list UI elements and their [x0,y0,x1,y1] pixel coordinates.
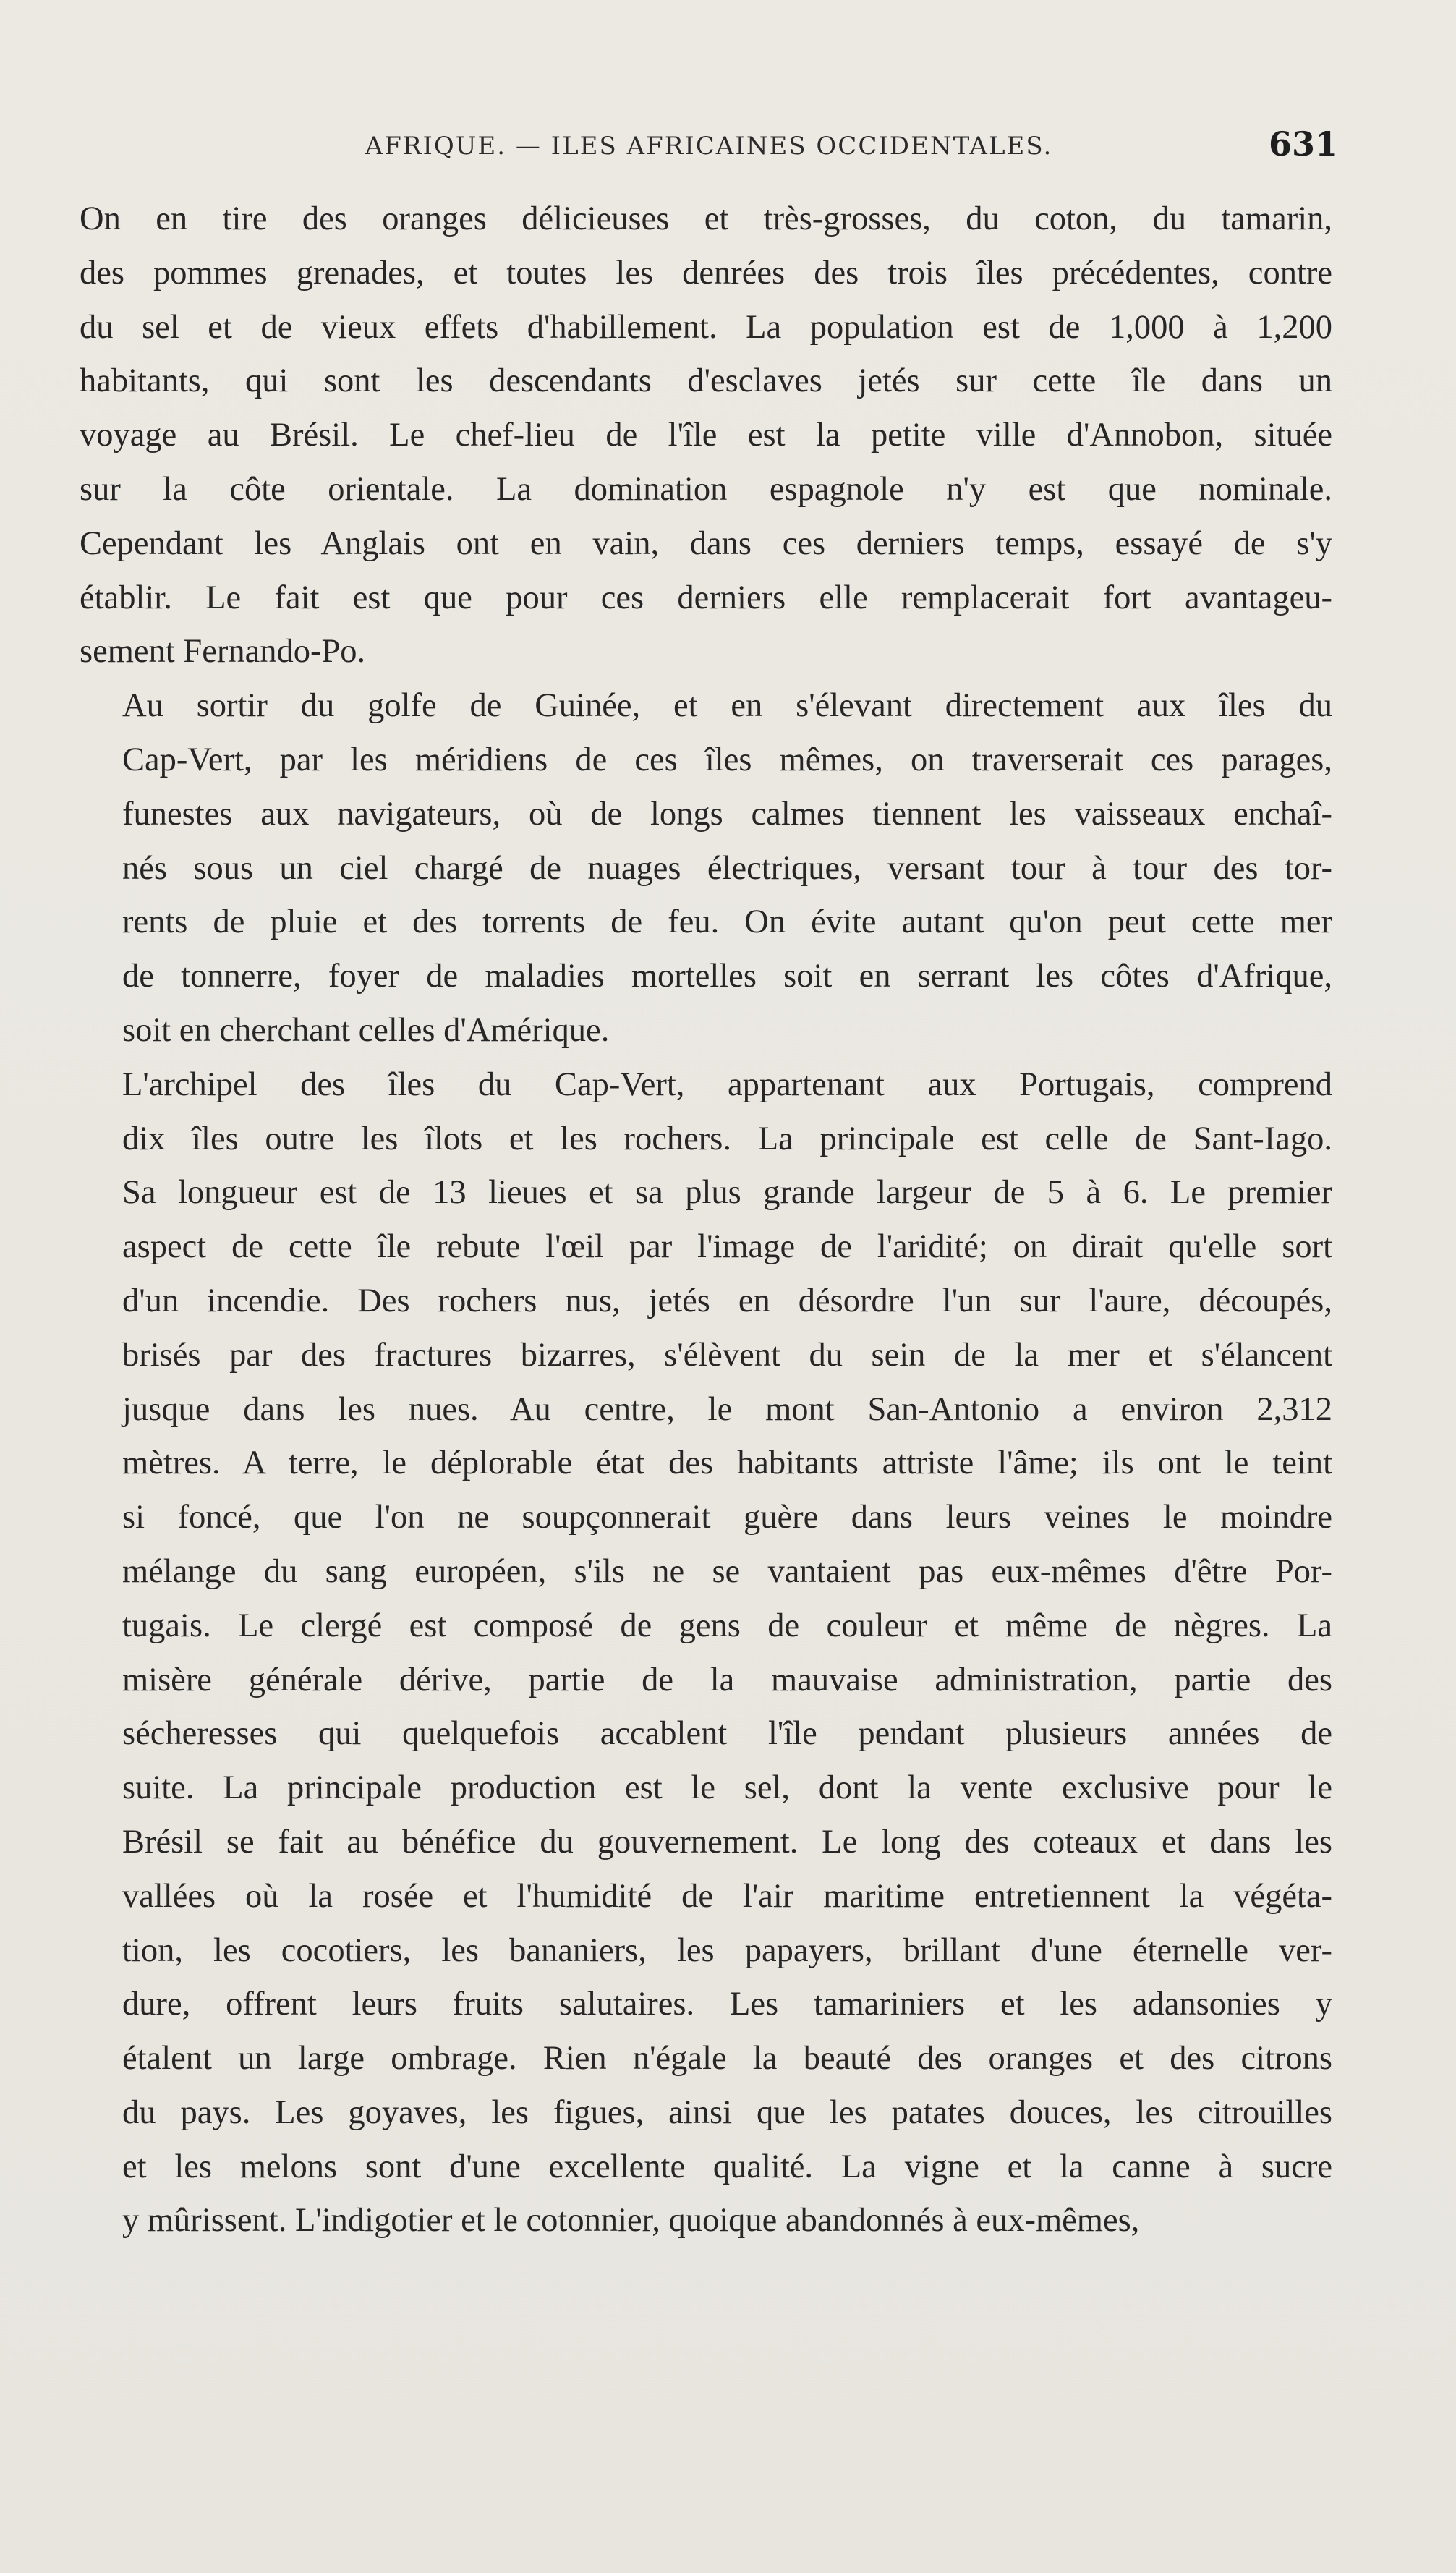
text-line: tugais. Le clergé est composé de gens de couleur et même de nègres. La [122,1607,1332,1644]
body-text [80,192,1332,2248]
text-line: voyage au Brésil. Le chef-lieu de l'île est la petite ville d'Annobon, située [80,417,1332,454]
text-line: si foncé, que l'on ne soupçonnerait guère dans leurs veines le moindre [122,1499,1332,1536]
text-line: Au sortir du golfe de Guinée, et en s'élevant directement aux îles du [122,687,1332,725]
text-line: aspect de cette île rebute l'œil par l'image de l'aridité; on dirait qu'elle sort [122,1228,1332,1266]
page-header [80,124,1338,175]
text-line: Cap-Vert, par les méridiens de ces îles mêmes, on traverserait ces parages, [122,741,1332,778]
text-line: sécheresses qui quelquefois accablent l'île pendant plusieurs années de [122,1715,1332,1753]
text-line: Cependant les Anglais ont en vain, dans ces derniers temps, essayé de s'y [80,524,1332,562]
text-line: funestes aux navigateurs, où de longs calmes tiennent les vaisseaux enchaî- [122,795,1332,833]
page-number: 631 [1268,124,1338,163]
text-line: et les melons sont d'une excellente qualité. La vigne et la canne à sucre [122,2148,1332,2185]
text-line: dure, offrent leurs fruits salutaires. Les tamariniers et les adansonies y [122,1986,1332,2023]
text-line: habitants, qui sont les descendants d'esclaves jetés sur cette île dans un [80,362,1332,400]
text-line: du sel et de vieux effets d'habillement. La population est de 1,000 à 1,200 [80,308,1332,346]
running-head: AFRIQUE. — ILES AFRICAINES OCCIDENTALES. [365,132,1053,161]
text-line: L'archipel des îles du Cap-Vert, appartenant aux Portugais, comprend [122,1066,1332,1103]
text-line: d'un incendie. Des rochers nus, jetés en désordre l'un sur l'aure, découpés, [122,1282,1332,1319]
paragraph [80,1058,1332,2249]
text-line: y mûrissent. L'indigotier et le cotonnier, quoique abandonnés à eux-mêmes, [122,2202,1140,2240]
text-line: Sa longueur est de 13 lieues et sa plus grande largeur de 5 à 6. Le premier [122,1174,1332,1212]
text-line: mélange du sang européen, s'ils ne se vantaient pas eux-mêmes d'être Por- [122,1552,1332,1590]
text-line: nés sous un ciel chargé de nuages électriques, versant tour à tour des tor- [122,849,1332,887]
text-line: Brésil se fait au bénéfice du gouvernement. Le long des coteaux et dans les [122,1823,1332,1860]
text-line: tion, les cocotiers, les bananiers, les papayers, brillant d'une éternelle ver- [122,1931,1332,1969]
text-line: sur la côte orientale. La domination espagnole n'y est que nominale. [80,470,1332,508]
paragraph [80,679,1332,1058]
text-line: établir. Le fait est que pour ces derniers elle remplacerait fort avantageu- [80,579,1332,616]
text-line: dix îles outre les îlots et les rochers. La principale est celle de Sant-Iago. [122,1120,1332,1157]
text-line: rents de pluie et des torrents de feu. On évite autant qu'on peut cette mer [122,903,1332,941]
paragraph [80,192,1332,679]
text-line: étalent un large ombrage. Rien n'égale la beauté des oranges et des citrons [122,2040,1332,2077]
text-line: des pommes grenades, et toutes les denrées des trois îles précédentes, contre [80,254,1332,292]
text-line: misère générale dérive, partie de la mauvaise administration, partie des [122,1661,1332,1698]
text-line: soit en cherchant celles d'Amérique. [122,1011,610,1049]
text-line: jusque dans les nues. Au centre, le mont San-Antonio a environ 2,312 [122,1390,1332,1428]
text-line: vallées où la rosée et l'humidité de l'air maritime entretiennent la végéta- [122,1877,1332,1915]
text-line: suite. La principale production est le sel, dont la vente exclusive pour le [122,1769,1332,1807]
text-line: brisés par des fractures bizarres, s'élèvent du sein de la mer et s'élancent [122,1336,1332,1374]
text-line: On en tire des oranges délicieuses et très-grosses, du coton, du tamarin, [80,200,1332,237]
text-line: mètres. A terre, le déplorable état des habitants attriste l'âme; ils ont le teint [122,1445,1332,1482]
text-line: de tonnerre, foyer de maladies mortelles soit en serrant les côtes d'Afrique, [122,958,1332,995]
text-line: sement Fernando-Po. [80,633,366,671]
text-line: du pays. Les goyaves, les figues, ainsi que les patates douces, les citrouilles [122,2093,1332,2131]
